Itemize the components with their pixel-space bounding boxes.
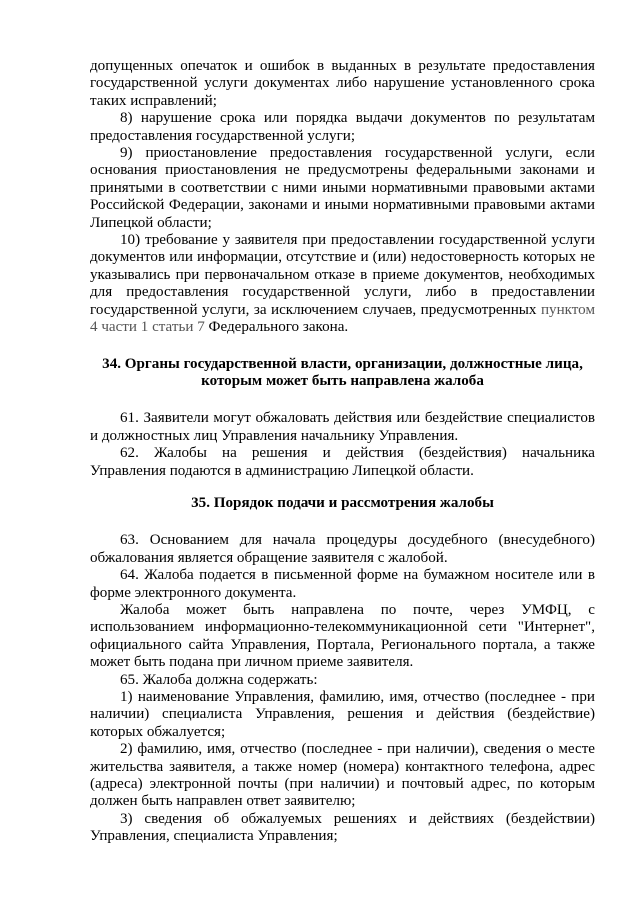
- paragraph-63: 63. Основанием для начала процедуры досудебного (внесудебного) обжалования является обращение заявителя с жалобой.: [90, 532, 595, 566]
- paragraph-62: 62. Жалобы на решения и действия (бездействия) начальника Управления подаются в администрацию Липецкой области.: [90, 445, 595, 479]
- spacer: [90, 480, 595, 495]
- spacer: [90, 337, 595, 356]
- complaint-requirement-2: 2) фамилию, имя, отчество (последнее - при наличии), сведения о месте жительства заявителя, а также номер (номера) контактного телефона, адрес (адреса) электронной почты (при наличии) и почтовый адрес, по которым должен быть направлен ответ заявителю;: [90, 741, 595, 810]
- complaint-requirement-3: 3) сведения об обжалуемых решениях и действиях (бездействии) Управления, специалиста Управления;: [90, 810, 595, 845]
- spacer: [90, 512, 595, 532]
- list-item-8: 8) нарушение срока или порядка выдачи документов по результатам предоставления государственной услуги;: [90, 110, 595, 144]
- item10-text-after: Федерального закона.: [204, 319, 349, 336]
- document-page: [90, 58, 595, 846]
- item10-text-before: 10) требование у заявителя при предоставлении государственной услуги документов или информации, отсутствие и (или) недостоверность которых не указывались при первоначальном отказе в приеме документов, необходимых для предоставления государственной услуги, либо в предоставлении государственной услуги, за исключением случаев, предусмотренных: [90, 232, 595, 318]
- paragraph-65: 65. Жалоба должна содержать:: [120, 671, 318, 688]
- paragraph-61: 61. Заявители могут обжаловать действия или бездействие специалистов и должностных лиц Управления начальнику Управления.: [90, 410, 595, 444]
- spacer: [90, 390, 595, 410]
- paragraph-64: 64. Жалоба подается в письменной форме на бумажном носителе или в форме электронного документа.: [90, 567, 595, 601]
- section-35-heading: 35. Порядок подачи и рассмотрения жалобы: [191, 494, 494, 511]
- continuation-paragraph: допущенных опечаток и ошибок в выданных в результате предоставления государственной услуги документах либо нарушение установленного срока таких исправлений;: [90, 58, 595, 109]
- law-reference-link[interactable]: пунктом 4 части 1 статьи 7: [90, 301, 595, 336]
- complaint-requirement-1: 1) наименование Управления, фамилию, имя, отчество (последнее - при наличии) специалиста Управления, решения и действия (бездействие) которых обжалуется;: [90, 689, 595, 740]
- list-item-10: [90, 232, 595, 336]
- section-34-heading: 34. Органы государственной власти, организации, должностные лица, которым может быть направлена жалоба: [102, 355, 583, 389]
- paragraph-complaint-channels: Жалоба может быть направлена по почте, через УМФЦ, с использованием информационно-телекоммуникационной сети "Интернет", официального сайта Управления, Портала, Регионального портала, а также может быть подана при личном приеме заявителя.: [90, 601, 595, 671]
- list-item-9: 9) приостановление предоставления государственной услуги, если основания приостановления не предусмотрены федеральными законами и принятыми в соответствии с ними иными нормативными правовыми актами Российской Федерации, законами и иными нормативными правовыми актами Липецкой области;: [90, 145, 595, 231]
